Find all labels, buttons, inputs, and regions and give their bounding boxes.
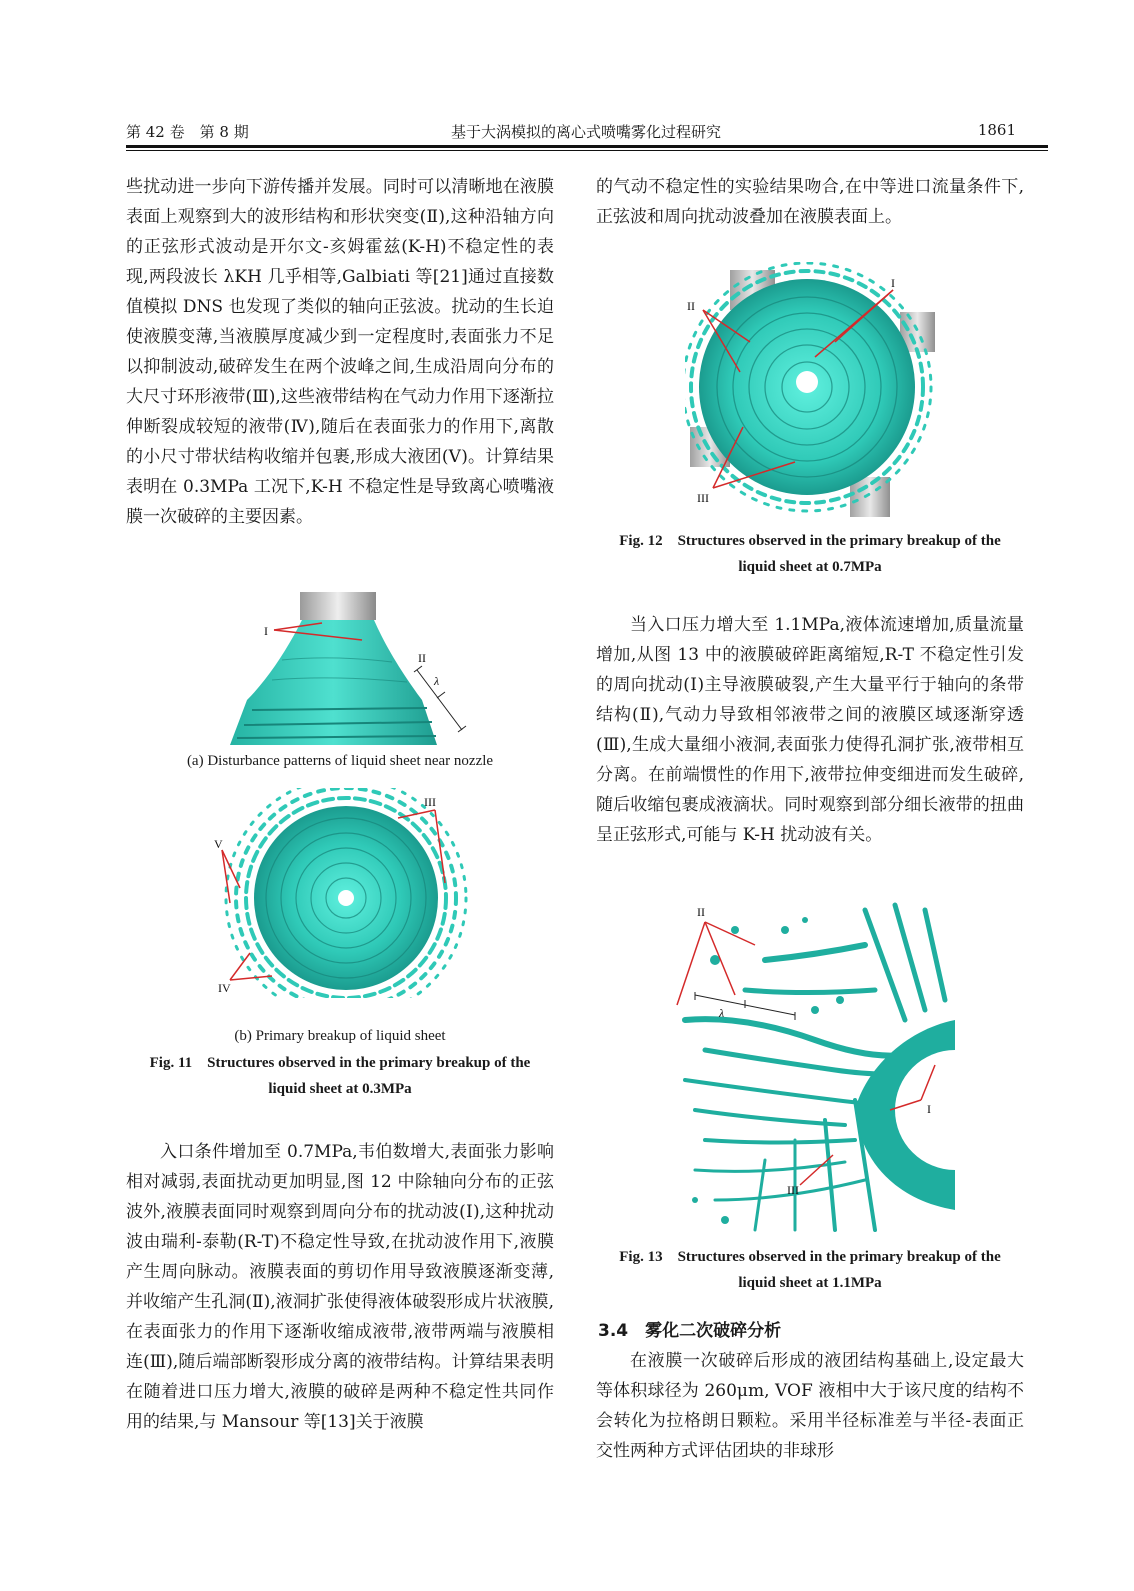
- left-column-bottom: [126, 1137, 554, 1437]
- fig13-label-ii: II: [697, 905, 705, 919]
- fig13-label-lambda: λ: [719, 1006, 725, 1020]
- header-rule: [126, 145, 1048, 148]
- fig12-caption-line1: Fig. 12 Structures observed in the primary breakup of the: [619, 533, 1001, 549]
- fig11a-image: [222, 590, 482, 750]
- paragraph: 当入口压力增大至 1.1MPa,液体流速增加,质量流量增加,从图 13 中的液膜破碎距离缩短,R-T 不稳定性引发的周向扰动(Ⅰ)主导液膜破裂,产生大量平行于轴向的条带结构(Ⅱ),气动力导致相邻液带之间的液膜区域逐渐穿透(Ⅲ),生成大量细小液洞,表面张力使得孔洞扩张,液带相互分离。在前端惯性的作用下,液带拉伸变细进而发生破碎,随后收缩包裹成液滴状。同时观察到部分细长液带的扭曲呈正弦形式,可能与 K-H 扰动波有关。: [596, 615, 1024, 845]
- fig12-caption: [596, 528, 1024, 580]
- fig11b-label-iii: III: [424, 795, 436, 809]
- paragraph: 的气动不稳定性的实验结果吻合,在中等进口流量条件下,正弦波和周向扰动波叠加在液膜表面上。: [596, 177, 1024, 227]
- header-rule-thin: [126, 150, 1048, 151]
- fig13-caption: [596, 1244, 1024, 1296]
- fig11-caption-line2: liquid sheet at 0.3MPa: [268, 1081, 412, 1097]
- left-column-top: [126, 172, 554, 532]
- fig11b-label-iv: IV: [218, 981, 231, 995]
- fig13-image: [665, 900, 955, 1240]
- fig13-caption-line2: liquid sheet at 1.1MPa: [738, 1275, 882, 1291]
- fig13-label-i: I: [927, 1102, 931, 1116]
- fig12-image: [685, 262, 945, 524]
- fig11b-subcaption: (b) Primary breakup of liquid sheet: [234, 1028, 446, 1044]
- right-column-top: [596, 172, 1024, 232]
- running-title: 基于大涡模拟的离心式喷嘴雾化过程研究: [450, 123, 721, 141]
- fig11-caption: [126, 1050, 554, 1102]
- fig12-label-i: I: [891, 276, 895, 290]
- paragraph: 些扰动进一步向下游传播并发展。同时可以清晰地在液膜表面上观察到大的波形结构和形状突变(Ⅱ),这种沿轴方向的正弦形式波动是开尔文-亥姆霍兹(K-H)不稳定性的表现,两段波长 λKH 几乎相等,Galbiati 等[21]通过直接数值模拟 DNS 也发现了类似的轴向正弦波。扰动的生长迫使液膜变薄,当液膜厚度减少到一定程度时,表面张力不足以抑制波动,破碎发生在两个波峰之间,生成沿周向分布的大尺寸环形液带(Ⅲ),这些液带结构在气动力作用下逐渐拉伸断裂成较短的液带(Ⅳ),随后在表面张力的作用下,离散的小尺寸带状结构收缩并包裹,形成大液团(Ⅴ)。计算结果表明在 0.3MPa 工况下,K-H 不稳定性是导致离心喷嘴液膜一次破碎的主要因素。: [126, 177, 554, 527]
- fig11b-label-v: V: [214, 837, 223, 851]
- page-number: 1861: [977, 121, 1016, 139]
- fig11a-subcaption: (a) Disturbance patterns of liquid sheet near nozzle: [186, 753, 494, 769]
- fig12-label-ii: II: [687, 299, 695, 313]
- fig13-label-iii: III: [787, 1183, 799, 1197]
- journal-volume: 第 42 卷 第 8 期: [126, 123, 249, 141]
- fig11a-label-lambda: λ: [434, 674, 440, 688]
- fig11a-label-ii: II: [418, 651, 426, 665]
- fig12-caption-line2: liquid sheet at 0.7MPa: [738, 559, 882, 575]
- fig12-label-iii: III: [697, 491, 709, 505]
- paragraph: 入口条件增加至 0.7MPa,韦伯数增大,表面张力影响相对减弱,表面扰动更加明显,图 12 中除轴向分布的正弦波外,液膜表面同时观察到周向分布的扰动波(Ⅰ),这种扰动波由瑞利-泰勒(R-T)不稳定性导致,在扰动波作用下,液膜产生周向脉动。液膜表面的剪切作用导致液膜逐渐变薄,并收缩产生孔洞(Ⅱ),液洞扩张使得液体破裂形成片状液膜,在表面张力的作用下逐渐收缩成液带,液带两端与液膜相连(Ⅲ),随后端部断裂形成分离的液带结构。计算结果表明在随着进口压力增大,液膜的破碎是两种不稳定性共同作用的结果,与 Mansour 等[13]关于液膜: [126, 1142, 554, 1432]
- right-column-middle: [596, 610, 1024, 850]
- fig13-caption-line1: Fig. 13 Structures observed in the primary breakup of the: [619, 1249, 1001, 1265]
- fig11b-image: [210, 788, 480, 998]
- fig11-caption-line1: Fig. 11 Structures observed in the primary breakup of the: [149, 1055, 531, 1071]
- paragraph: 在液膜一次破碎后形成的液团结构基础上,设定最大等体积球径为 260μm, VOF 液相中大于该尺度的结构不会转化为拉格朗日颗粒。采用半径标准差与半径-表面正交性两种方式评估团块的非球形: [596, 1351, 1024, 1461]
- fig11a-label-i: I: [264, 624, 268, 638]
- section-heading: 3.4 雾化二次破碎分析: [598, 1321, 782, 1341]
- running-header: [126, 121, 1046, 143]
- right-column-bottom: [596, 1346, 1024, 1466]
